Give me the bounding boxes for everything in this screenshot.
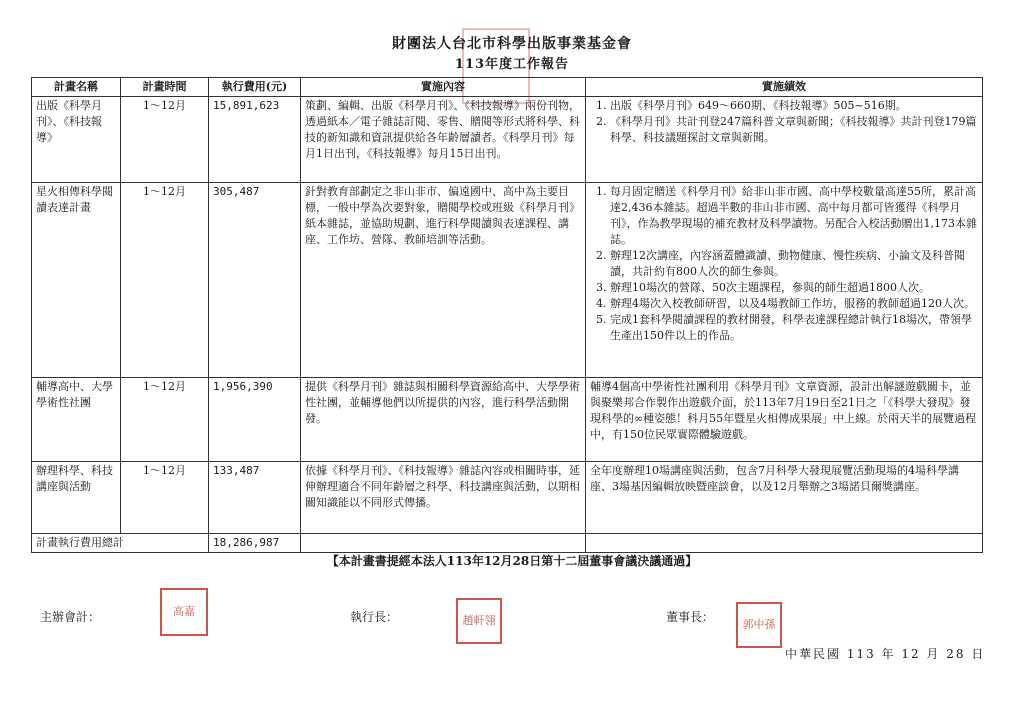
empty-cell <box>586 534 983 553</box>
header-plan-name: 計畫名稱 <box>32 78 121 97</box>
header-cost: 執行費用(元) <box>209 78 301 97</box>
results-cell: 全年度辦理10場講座與活動，包含7月科學大發現展覽活動現場的4場科學講座、3場基因編輯放映暨座談會，以及12月舉辦之3場諾貝爾獎講座。 <box>586 462 983 534</box>
header-content: 實施內容 <box>301 78 586 97</box>
work-report-table <box>31 77 983 553</box>
result-item: 3. 辦理10場次的營隊、50次主題課程，參與的師生超過1800人次。 <box>610 280 978 296</box>
plan-name-cell: 輔導高中、大學學術性社團 <box>32 378 121 462</box>
organization-title: 財團法人台北市科學出版事業基金會 <box>392 36 632 52</box>
content-cell: 依據《科學月刊》、《科技報導》雜誌內容或相關時事，延伸辦理適合不同年齡層之科學、科技講座與活動，以期相關知識能以不同形式傳播。 <box>301 462 586 534</box>
report-title: 113年度工作報告 <box>454 57 570 72</box>
total-label-cell: 計畫執行費用總計 <box>32 534 209 553</box>
accountant-label: 主辦會計： <box>40 610 101 624</box>
approval-note: 【本計畫書提經本法人113年12月28日第十二屆董事會議決議通過】 <box>326 554 698 568</box>
table-row <box>32 462 983 534</box>
report-date: 中華民國 113 年 12 月 28 日 <box>785 647 986 661</box>
table-total-row <box>32 534 983 553</box>
cost-cell: 15,891,623 <box>209 97 301 183</box>
plan-period-cell: 1～12月 <box>121 378 209 462</box>
plan-name-cell: 辦理科學、科技講座與活動 <box>32 462 121 534</box>
result-item: 5. 完成1套科學閱讀課程的教材開發，科學表達課程總計執行18場次，帶領學生產出150件以上的作品。 <box>610 312 978 344</box>
table-row <box>32 97 983 183</box>
chairman-label: 董事長： <box>666 610 715 624</box>
cost-cell: 133,487 <box>209 462 301 534</box>
table-header-row <box>32 78 983 97</box>
plan-name-cell: 出版《科學月刊》、《科技報導》 <box>32 97 121 183</box>
empty-cell <box>301 534 586 553</box>
content-cell: 提供《科學月刊》雜誌與相關科學資源給高中、大學學術性社團，並輔導他們以所提供的內容，進行科學活動開發。 <box>301 378 586 462</box>
result-item: 2. 《科學月刊》共計刊登247篇科普文章與新聞；《科技報導》共計刊登179篇科學、科技議題探討文章與新聞。 <box>610 114 978 146</box>
result-item: 2. 辦理12次講座，內容涵蓋體識讀、動物健康、慢性疾病、小論文及科普閱讀，共計約有800人次的師生參與。 <box>610 248 978 280</box>
plan-period-cell: 1～12月 <box>121 462 209 534</box>
header-plan-period: 計畫時間 <box>121 78 209 97</box>
content-cell: 針對教育部劃定之非山非市、偏遠國中、高中為主要目標，一般中學為次要對象，贈閱學校或班級《科學月刊》紙本雜誌，並協助規劃、進行科學閱讀與表達課程、講座、工作坊、營隊、教師培訓等活動。 <box>301 183 586 378</box>
results-cell <box>586 183 983 378</box>
table-row <box>32 378 983 462</box>
header-results: 實施績效 <box>586 78 983 97</box>
cost-cell: 1,956,390 <box>209 378 301 462</box>
plan-name-cell: 星火相傳科學閱讀表達計畫 <box>32 183 121 378</box>
accountant-seal: 高嘉 <box>160 588 208 636</box>
results-cell <box>586 97 983 183</box>
ceo-seal: 趙軒翎 <box>456 598 502 644</box>
cost-cell: 305,487 <box>209 183 301 378</box>
content-cell: 策劃、編輯、出版《科學月刊》、《科技報導》兩份刊物，透過紙本／電子雜誌訂閱、零售、贈閱等形式將科學、科技的新知識和資訊提供給各年齡層讀者。《科學月刊》每月1日出刊，《科技報導》每月15日出刊。 <box>301 97 586 183</box>
result-item: 4. 辦理4場次入校教師研習，以及4場教師工作坊，服務的教師超過120人次。 <box>610 296 978 312</box>
total-cost-cell: 18,286,987 <box>209 534 301 553</box>
plan-period-cell: 1～12月 <box>121 183 209 378</box>
result-item: 1. 出版《科學月刊》649～660期、《科技報導》505~516期。 <box>610 98 978 114</box>
chairman-seal: 郭中孫 <box>736 602 782 648</box>
result-item: 1. 每月固定贈送《科學月刊》給非山非市國、高中學校數量高達55所，累計高達2,436本雜誌。超過半數的非山非市國、高中每月都可皆獲得《科學月刊》，作為教學現場的補充教材及科學讀物。另配合入校活動贈出1,173本雜誌。 <box>610 184 978 248</box>
results-cell: 輔導4個高中學術性社團利用《科學月刊》文章資源，設計出解謎遊戲關卡，並與聚樂邦合作製作出遊戲介面，於113年7月19日至21日之「《科學大發現》發現科學的∞種姿態！科月55年暨星火相傳成果展」中上線。於兩天半的展覽過程中，有150位民眾實際體驗遊戲。 <box>586 378 983 462</box>
plan-period-cell: 1～12月 <box>121 97 209 183</box>
table-row <box>32 183 983 378</box>
ceo-label: 執行長： <box>350 610 399 624</box>
